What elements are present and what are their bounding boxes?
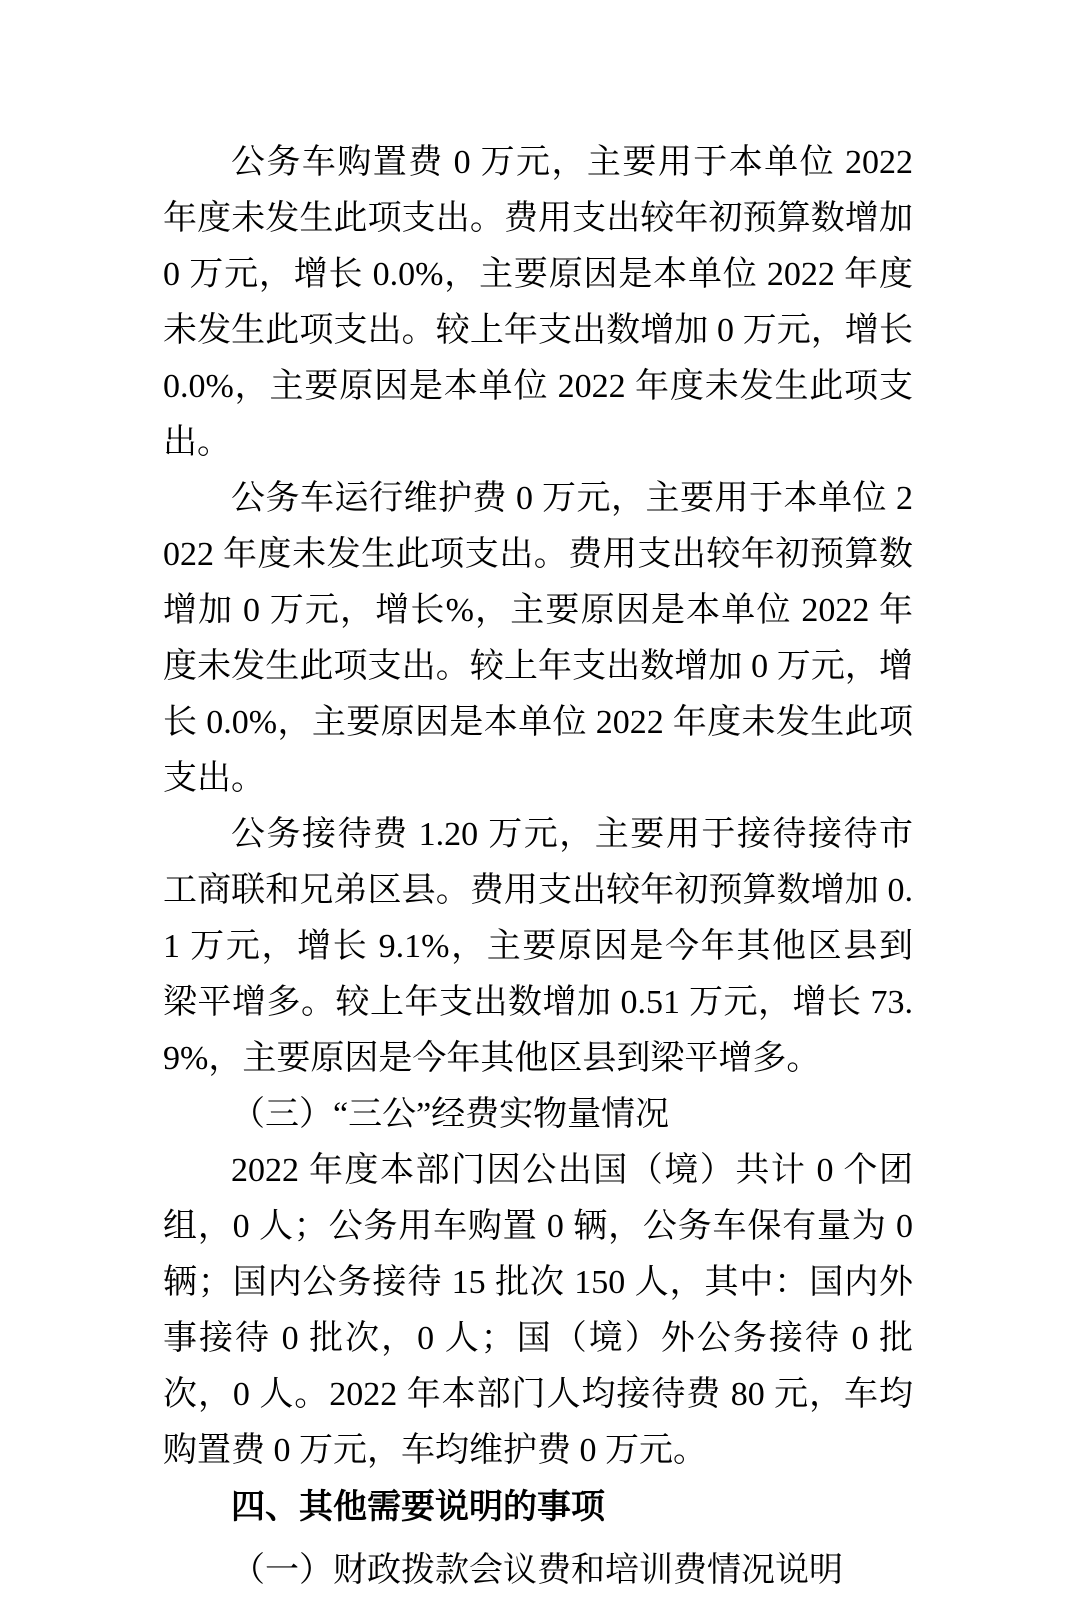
paragraph-official-vehicle-purchase: 公务车购置费 0 万元，主要用于本单位 2022 年度未发生此项支出。费用支出较年初预算数增加 0 万元，增长 0.0%，主要原因是本单位 2022 年度未发生此项支出。较上年支出数增加 0 万元，增长 0.0%，主要原因是本单位 2022 年度未发生此项支出。 bbox=[163, 144, 913, 461]
paragraph-physical-quantity-details: 2022 年度本部门因公出国（境）共计 0 个团组，0 人；公务用车购置 0 辆，公务车保有量为 0 辆；国内公务接待 15 批次 150 人，其中：国内外事接待 0 批次，0 人；国（境）外公务接待 0 批次，0 人。2022 年本部门人均接待费 80 元，车均购置费 0 万元，车均维护费 0 万元。 bbox=[163, 1152, 913, 1469]
heading-three-public-physical-quantity: （三）“三公”经费实物量情况 bbox=[231, 1096, 670, 1133]
paragraph-official-vehicle-maintenance: 公务车运行维护费 0 万元，主要用于本单位 2022 年度未发生此项支出。费用支出较年初预算数增加 0 万元，增长%，主要原因是本单位 2022 年度未发生此项支出。较上年支出数增加 0 万元，增长 0.0%，主要原因是本单位 2022 年度未发生此项支出。 bbox=[163, 480, 913, 797]
paragraph-official-reception-fee: 公务接待费 1.20 万元，主要用于接待接待市工商联和兄弟区县。费用支出较年初预算数增加 0.1 万元，增长 9.1%，主要原因是今年其他区县到梁平增多。较上年支出数增加 0.51 万元，增长 73.9%，主要原因是今年其他区县到梁平增多。 bbox=[163, 816, 913, 1077]
heading-fiscal-meeting-training-fee: （一）财政拨款会议费和培训费情况说明 bbox=[231, 1552, 843, 1589]
heading-other-matters: 四、其他需要说明的事项 bbox=[231, 1488, 605, 1526]
